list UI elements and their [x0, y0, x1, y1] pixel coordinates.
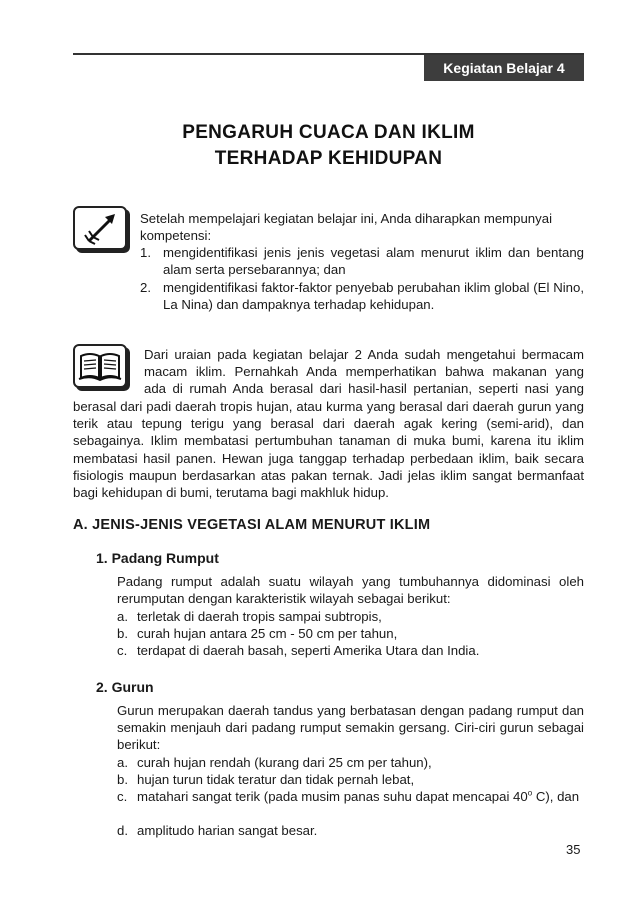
- competency-item-number: 1.: [140, 245, 151, 260]
- subsection-heading-gurun: 2. Gurun: [96, 679, 154, 695]
- list-item-text: curah hujan antara 25 cm - 50 cm per tahun,: [137, 626, 398, 641]
- list-item-letter: a.: [117, 609, 128, 624]
- section-heading: A. JENIS-JENIS VEGETASI ALAM MENURUT IKLIM: [73, 517, 431, 533]
- list-item-text: terletak di daerah tropis sampai subtropis,: [137, 609, 382, 624]
- list-item-letter: a.: [117, 755, 128, 770]
- page-number: 35: [566, 842, 581, 857]
- padang-rumput-paragraph: Padang rumput adalah suatu wilayah yang tumbuhannya didominasi oleh rerumputan dengan karakteristik wilayah sebagai berikut:: [117, 574, 584, 607]
- intro-line-1: Dari uraian pada kegiatan belajar 2 Anda sudah mengetahui bermacam: [144, 347, 584, 362]
- list-item-letter: b.: [117, 772, 128, 787]
- list-item: [117, 771, 584, 789]
- list-item: [117, 788, 584, 824]
- competency-item: [140, 279, 584, 315]
- intro-paragraph-lead: [144, 346, 584, 398]
- subsection-heading-padang-rumput: 1. Padang Rumput: [96, 550, 219, 566]
- list-item: [117, 608, 584, 626]
- list-item-text-part: C), dan: [532, 789, 580, 804]
- intro-line-3: ada di rumah Anda berasal dari hasil-hasil pertanian, seperti nasi yang: [144, 381, 584, 397]
- competency-item: [140, 244, 584, 280]
- list-item-letter: c.: [117, 643, 128, 658]
- list-item-letter: b.: [117, 626, 128, 641]
- competency-item-text: mengidentifikasi faktor-faktor penyebab perubahan iklim global (El Nino, La Nina) dan dampaknya terhadap kehidupan.: [163, 280, 584, 313]
- competency-item-number: 2.: [140, 280, 151, 295]
- list-item-text: hujan turun tidak teratur dan tidak pernah lebat,: [137, 772, 415, 787]
- open-book-icon: [73, 344, 127, 388]
- list-item-letter: c.: [117, 789, 128, 804]
- list-item-letter: d.: [117, 823, 128, 838]
- intro-line-2: macam iklim. Pernahkah Anda memperhatikan bahwa makanan yang: [144, 364, 584, 380]
- competency-intro-line-1: Setelah mempelajari kegiatan belajar ini, Anda diharapkan mempunyai: [140, 211, 552, 226]
- list-item-text: amplitudo harian sangat besar.: [137, 823, 318, 838]
- list-item: [117, 625, 584, 643]
- list-item: [117, 642, 584, 660]
- list-item: [117, 822, 584, 840]
- page-title-line-1: PENGARUH CUACA DAN IKLIM: [182, 122, 475, 143]
- chapter-tag: Kegiatan Belajar 4: [424, 55, 584, 81]
- list-item: [117, 754, 584, 772]
- list-item-text: curah hujan rendah (kurang dari 25 cm per tahun),: [137, 755, 432, 770]
- degree-superscript: o: [527, 788, 533, 798]
- list-item-text-part: matahari sangat terik (pada musim panas suhu dapat mencapai 40: [137, 789, 528, 804]
- arrow-target-icon: [73, 206, 127, 250]
- gurun-paragraph: Gurun merupakan daerah tandus yang berbatasan dengan padang rumput dan semakin menjauh dari padang rumput semakin gersang. Ciri-ciri gurun sebagai berikut:: [117, 703, 584, 753]
- competency-item-text: mengidentifikasi jenis jenis vegetasi alam menurut iklim dan bentang alam serta persebarannya; dan: [163, 245, 584, 278]
- intro-paragraph-body: berasal dari padi daerah tropis hujan, atau kurma yang berasal dari daerah gurun yang terik atau tepung terigu yang berasal dari daerah agak kering (semi-arid), dan sebagainya. Iklim membatasi pertumbuhan tanaman di muka bumi, karena itu iklim membatasi hasil panen. Hewan juga tanggap terhadap perbedaan iklim, baik secara fisiologis maupun berdasarkan atas pakan ternak. Jadi jelas iklim sangat bermanfaat bagi kehidupan di bumi, terutama bagi makhluk hidup.: [73, 399, 584, 501]
- competency-intro-line-2: kompetensi:: [140, 228, 212, 243]
- list-item-text: [137, 788, 584, 805]
- list-item-text: terdapat di daerah basah, seperti Amerika Utara dan India.: [137, 643, 480, 658]
- page-title-line-2: TERHADAP KEHIDUPAN: [214, 148, 443, 169]
